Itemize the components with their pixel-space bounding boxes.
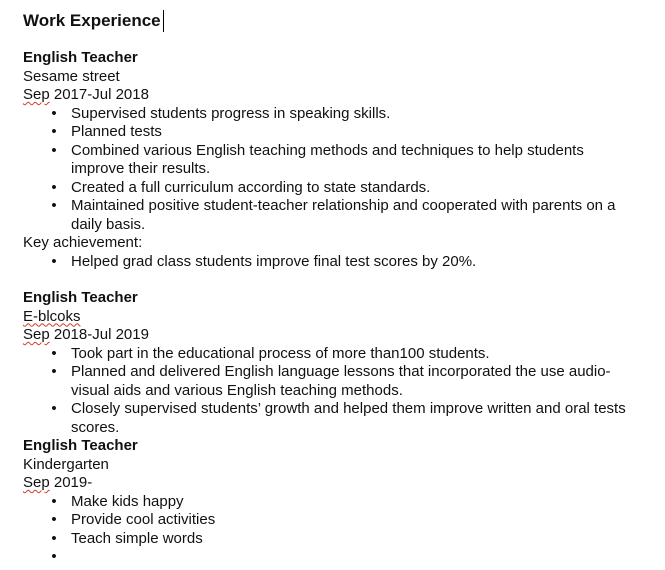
blank-line (23, 271, 653, 289)
list-item-text: Combined various English teaching methods and techniques to help students improve their results. (71, 141, 584, 177)
section-title-text: Work Experience (23, 11, 161, 30)
list-item (23, 197, 641, 234)
bullet-icon: • (51, 344, 57, 362)
company-name (23, 308, 653, 327)
bullet-icon: • (51, 363, 57, 380)
list-item (23, 363, 641, 400)
bullet-icon: • (51, 529, 57, 547)
responsibilities-list (23, 105, 653, 235)
list-item-text: Created a full curriculum according to state standards. (71, 178, 431, 196)
list-item (23, 142, 641, 179)
bullet-icon: • (51, 197, 57, 214)
company-name: Sesame street (23, 67, 120, 85)
list-item (23, 123, 641, 142)
list-item-text: Took part in the educational process of more than100 students. (71, 344, 490, 362)
company-name: Kindergarten (23, 455, 109, 473)
list-item (23, 345, 641, 364)
bullet-icon: • (51, 252, 57, 270)
list-item-text: Teach simple words (71, 529, 203, 547)
bullet-icon: • (51, 548, 57, 565)
list-item-text: Planned and delivered English language lessons that incorporated the use audio-visual aids and various English teaching methods. (71, 363, 611, 399)
list-item-text: Planned tests (71, 123, 162, 140)
job-entry-2 (23, 289, 653, 437)
text-cursor (163, 10, 164, 32)
list-item (23, 530, 641, 549)
date-range: 2017-Jul 2018 (49, 86, 149, 103)
date-range: 2018-Jul 2019 (49, 326, 149, 343)
list-item-text: Make kids happy (71, 492, 184, 510)
list-item-text: Helped grad class students improve final test scores by 20%. (71, 252, 477, 270)
job-entry-1 (23, 49, 653, 271)
employment-dates (23, 86, 653, 105)
spellcheck-word[interactable]: Sep (23, 86, 50, 103)
section-heading[interactable] (23, 9, 653, 33)
spellcheck-word[interactable]: E-blcoks (23, 307, 81, 325)
achievement-label: Key achievement: (23, 234, 143, 251)
job-title: English Teacher (23, 437, 138, 454)
employment-dates (23, 474, 653, 493)
employment-dates (23, 326, 653, 345)
responsibilities-list (23, 345, 653, 438)
job-title: English Teacher (23, 49, 138, 66)
job-entry-3 (23, 437, 653, 567)
list-item (23, 511, 641, 530)
bullet-icon: • (51, 104, 57, 122)
bullet-icon: • (51, 400, 57, 417)
date-range: 2019- (49, 474, 93, 491)
list-item-text: Closely supervised students’ growth and helped them improve written and oral tests scores. (71, 400, 626, 436)
bullet-icon: • (51, 141, 57, 159)
list-item-text: Supervised students progress in speaking skills. (71, 104, 391, 122)
list-item-text: Maintained positive student-teacher relationship and cooperated with parents on a daily basis. (71, 197, 616, 233)
list-item (23, 400, 641, 437)
bullet-icon: • (51, 178, 57, 196)
spellcheck-word[interactable]: Sep (23, 474, 50, 491)
list-item (23, 493, 641, 512)
list-item[interactable] (23, 548, 641, 567)
spellcheck-word[interactable]: Sep (23, 326, 50, 343)
bullet-icon: • (51, 123, 57, 140)
list-item-text: Provide cool activities (71, 511, 216, 528)
list-item (23, 179, 641, 198)
job-title: English Teacher (23, 289, 138, 306)
list-item (23, 105, 641, 124)
bullet-icon: • (51, 492, 57, 510)
achievements-list (23, 253, 653, 272)
document-body[interactable] (23, 9, 653, 567)
responsibilities-list (23, 493, 653, 567)
bullet-icon: • (51, 511, 57, 528)
list-item (23, 253, 641, 272)
